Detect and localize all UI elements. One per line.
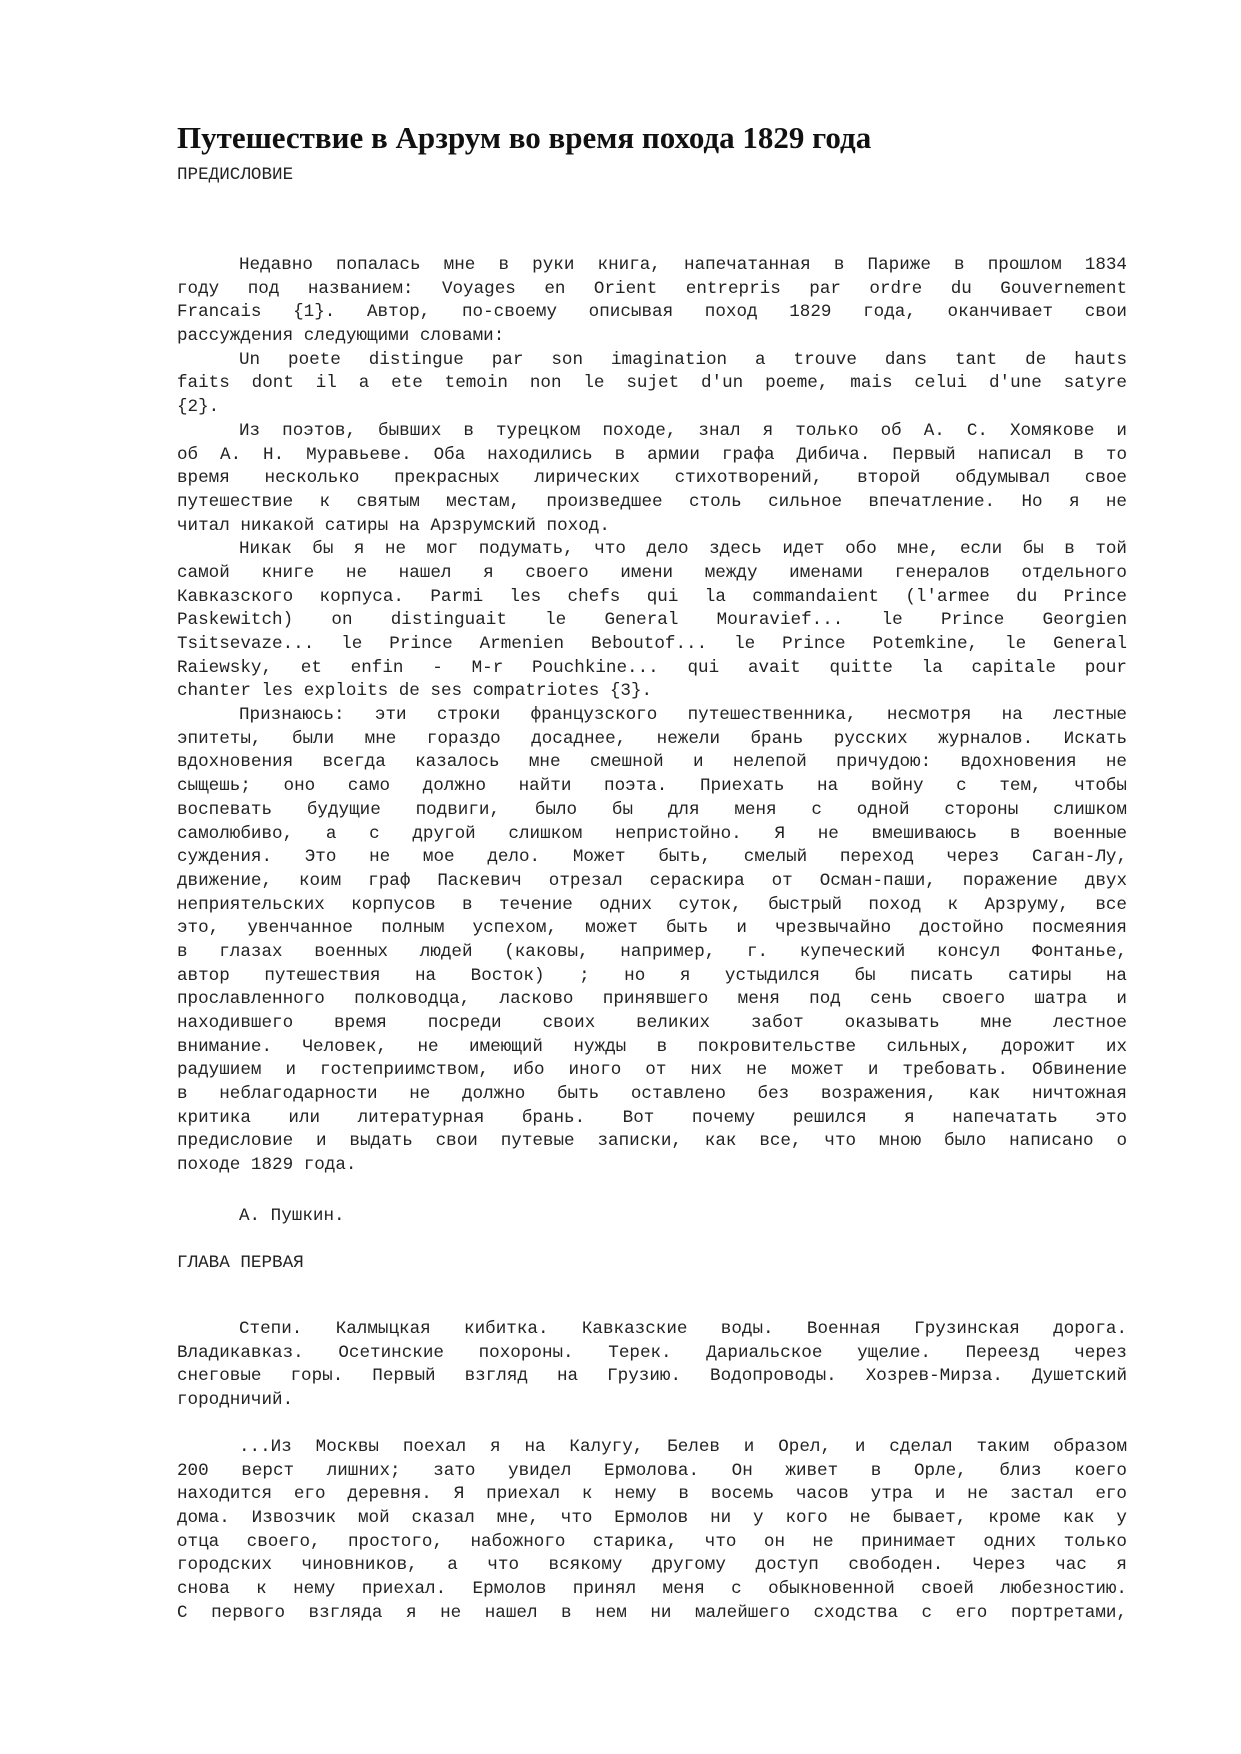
text-line: Из поэтов, бывших в турецком походе, знал я только об А. С. Хомякове и <box>239 420 1127 441</box>
text-line: воспевать будущие подвиги, было бы для меня с одной стороны слишком <box>177 799 1127 820</box>
text-line: городничий. <box>177 1390 294 1411</box>
text-line: Недавно попалась мне в руки книга, напечатанная в Париже в прошлом 1834 <box>239 255 1127 275</box>
text-line: году под названием: Voyages en Orient entrepris par ordre du Gouvernement <box>177 278 1127 299</box>
document-title: Путешествие в Арзрум во время похода 1829 года <box>177 120 872 155</box>
text-line: читал никакой сатиры на Арзрумский поход. <box>177 515 610 536</box>
text-line: снова к нему приехал. Ермолов принял меня с обыкновенной своей любезностию. <box>177 1579 1127 1600</box>
text-line: Кавказского корпуса. Parmi les chefs qui la commandaient (l'armee du Prince <box>177 586 1127 607</box>
preface-heading-block <box>177 164 1127 188</box>
text-line: Francais {1}. Автор, по-своему описывая поход 1829 года, оканчивает свои <box>177 302 1127 323</box>
text-line: путешествие к святым местам, произведшее столь сильное впечатление. Но я не <box>177 491 1127 512</box>
text-line: 200 верст лишних; зато увидел Ермолова. Он живет в Орле, близ коего <box>177 1460 1127 1481</box>
text-line: Paskewitch) on distinguait le General Mouravief... le Prince Georgien <box>177 610 1127 631</box>
text-line: время несколько прекрасных лирических стихотворений, второй обдумывал свое <box>177 468 1127 489</box>
text-line: сыщешь; оно само должно найти поэта. Приехать на войну с тем, чтобы <box>177 776 1127 797</box>
text-line: отца своего, простого, набожного старика, что он не принимает одних только <box>177 1531 1127 1552</box>
text-line: городских чиновников, а что всякому другому доступ свободен. Через час я <box>177 1555 1127 1576</box>
text-line: ...Из Москвы поехал я на Калугу, Белев и Орел, и сделал таким образом <box>239 1437 1127 1457</box>
text-line: неприятельских корпусов в течение одних суток, быстрый поход к Арзруму, все <box>177 894 1127 915</box>
text-line: автор путешествия на Восток) ; но я устыдился бы писать сатиры на <box>177 965 1127 986</box>
text-line: С первого взгляда я не нашел в нем ни малейшего сходства с его портретами, <box>177 1602 1127 1623</box>
text-line: прославленного полководца, ласково принявшего меня под сень своего шатра и <box>177 989 1127 1010</box>
chapter-summary <box>177 1318 1127 1413</box>
text-line: снеговые горы. Первый взгляд на Грузию. Водопроводы. Хозрев-Мирза. Душетский <box>177 1366 1127 1387</box>
text-line: внимание. Человек, не имеющий нужды в покровительстве сильных, дорожит их <box>177 1036 1127 1057</box>
signature-block <box>177 1205 1127 1229</box>
text-line: Никак бы я не мог подумать, что дело здесь идет обо мне, если бы в той <box>239 539 1127 560</box>
text-line: рассуждения следующими словами: <box>177 326 505 347</box>
text-line: faits dont il a ete temoin non le sujet d'un poeme, mais celui d'une satyre <box>177 373 1127 394</box>
signature: А. Пушкин. <box>239 1206 345 1226</box>
text-line: радушием и гостеприимством, ибо иного от них не может и требовать. Обвинение <box>177 1060 1127 1081</box>
text-line: об А. Н. Муравьеве. Оба находились в армии графа Дибича. Первый написал в то <box>177 444 1127 465</box>
text-line: предисловие и выдать свои путевые записки, как все, что мною было написано о <box>177 1131 1127 1152</box>
text-line: вдохновения всегда казалось мне смешной и нелепой причудою: вдохновения не <box>177 752 1127 773</box>
text-line: в глазах военных людей (каковы, например, г. купеческий консул Фонтанье, <box>177 941 1127 962</box>
text-line: самолюбиво, а с другой слишком непристойно. Я не вмешиваюсь в военные <box>177 823 1127 844</box>
chapter-text <box>177 1436 1127 1626</box>
text-line: {2}. <box>177 397 220 418</box>
chapter-heading: ГЛАВА ПЕРВАЯ <box>177 1253 304 1273</box>
text-line: эпитеты, были мне гораздо досаднее, нежели брань русских журналов. Искать <box>177 728 1127 749</box>
text-line: критика или литературная брань. Вот почему решился я напечатать это <box>177 1107 1127 1128</box>
text-line: Владикавказ. Осетинские похороны. Терек. Дариальское ущелие. Переезд через <box>177 1342 1127 1363</box>
text-line: находившего время посреди своих великих забот оказывать мне лестное <box>177 1013 1127 1033</box>
chapter-heading-block <box>177 1252 1127 1276</box>
text-line: движение, коим граф Паскевич отрезал сераскира от Осман-паши, поражение двух <box>177 870 1127 891</box>
text-line: находится его деревня. Я приехал к нему в восемь часов утра и не застал его <box>177 1484 1127 1505</box>
text-line: в неблагодарности не должно быть оставлено без возражения, как ничтожная <box>177 1084 1127 1105</box>
text-line: суждения. Это не мое дело. Может быть, смелый переход через Саган-Лу, <box>177 847 1127 868</box>
text-line: Un poete distingue par son imagination a trouve dans tant de hauts <box>239 349 1127 370</box>
text-line: самой книге не нашел я своего имени между именами генералов отдельного <box>177 562 1127 583</box>
preface-heading: ПРЕДИСЛОВИЕ <box>177 165 294 185</box>
preface-text <box>177 254 1127 1178</box>
text-line: chanter les exploits de ses compatriotes {3}. <box>177 681 653 702</box>
text-line: походе 1829 года. <box>177 1155 357 1176</box>
text-line: это, увенчанное полным успехом, может быть и чрезвычайно достойно посмеяния <box>177 918 1127 939</box>
text-line: Степи. Калмыцкая кибитка. Кавказские воды. Военная Грузинская дорога. <box>239 1319 1127 1339</box>
text-line: Признаюсь: эти строки французского путешественника, несмотря на лестные <box>239 705 1127 726</box>
text-line: Tsitsevaze... le Prince Armenien Beboutof... le Prince Potemkine, le General <box>177 634 1127 654</box>
text-line: Raiewsky, et enfin - M-r Pouchkine... qui avait quitte la capitale pour <box>177 657 1127 678</box>
text-line: дома. Извозчик мой сказал мне, что Ермолов ни у кого не бывает, кроме как у <box>177 1508 1127 1529</box>
